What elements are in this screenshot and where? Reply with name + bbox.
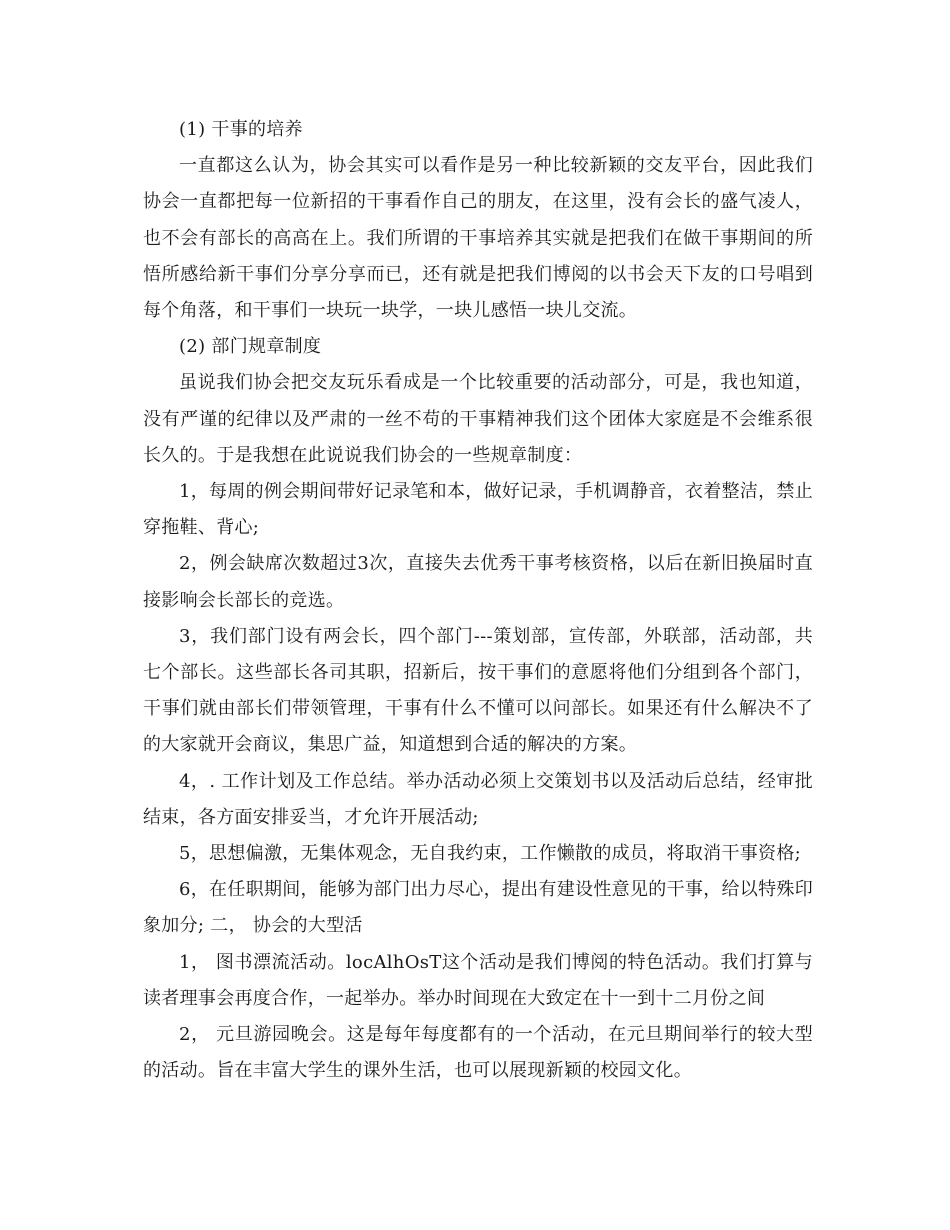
paragraph-rules-intro: 虽说我们协会把交友玩乐看成是一个比较重要的活动部分，可是，我也知道，没有严谨的纪律以及严肃的一丝不苟的干事精神我们这个团体大家庭是不会维系很长久的。于是我想在此说说我们协会的一些规章制度： — [143, 372, 813, 466]
rule-item-5: 5，思想偏激，无集体观念，无自我约束，工作懒散的成员，将取消干事资格; — [179, 843, 802, 865]
section-heading-cultivation: (1) 干事的培养 — [179, 119, 303, 140]
rule-item-6: 6，在任职期间，能够为部门出力尽心，提出有建设性意见的干事，给以特殊印象加分; 二， 协会的大型活 — [143, 879, 813, 937]
rule-item-2: 2，例会缺席次数超过3次，直接失去优秀干事考核资格，以后在新旧换届时直接影响会长部长的竞选。 — [143, 553, 813, 611]
section-heading-rules: (2) 部门规章制度 — [179, 336, 322, 358]
activity-item-1: 1， 图书漂流活动。locAlhOsT这个活动是我们博阅的特色活动。我们打算与读者理事会再度合作，一起举办。举办时间现在大致定在十一到十二月份之间 — [143, 951, 813, 1009]
rule-item-1: 1，每周的例会期间带好记录笔和本，做好记录，手机调静音，衣着整洁，禁止穿拖鞋、背心; — [143, 481, 813, 539]
document-body — [143, 112, 813, 1089]
rule-item-3: 3，我们部门设有两会长，四个部门---策划部，宣传部，外联部，活动部，共七个部长。这些部长各司其职，招新后，按干事们的意愿将他们分组到各个部门，干事们就由部长们带领管理，干事有什么不懂可以问部长。如果还有什么解决不了的大家就开会商议，集思广益，知道想到合适的解决的方案。 — [143, 625, 813, 756]
activity-item-2: 2， 元旦游园晚会。这是每年每度都有的一个活动，在元旦期间举行的较大型的活动。旨在丰富大学生的课外生活，也可以展现新颖的校园文化。 — [143, 1024, 813, 1082]
paragraph-cultivation: 一直都这么认为，协会其实可以看作是另一种比较新颖的交友平台，因此我们协会一直都把每一位新招的干事看作自己的朋友，在这里，没有会长的盛气凌人，也不会有部长的高高在上。我们所谓的干事培养其实就是把我们在做干事期间的所悟所感给新干事们分享分享而已，还有就是把我们博阅的以书会天下友的口号唱到每个角落，和干事们一块玩一块学，一块儿感悟一块儿交流。 — [143, 155, 813, 322]
rule-item-4: 4，. 工作计划及工作总结。举办活动必须上交策划书以及活动后总结，经审批结束，各方面安排妥当，才允许开展活动; — [143, 770, 813, 828]
